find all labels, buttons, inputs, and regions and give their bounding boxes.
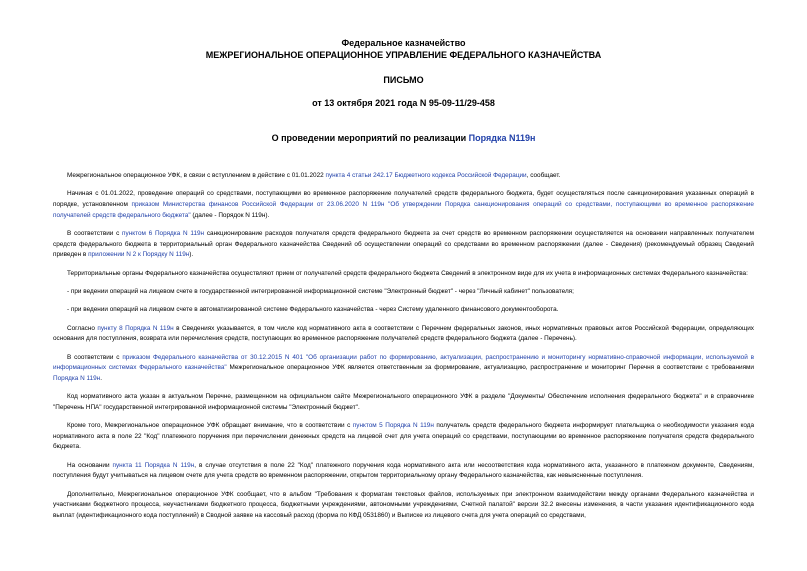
document-link[interactable]: пункта 4 статьи 242.17 Бюджетного кодекса Российской Федерации: [325, 172, 527, 179]
paragraph-text: в Сведениях указывается, в том числе код нормативного акта в соответствии с Перечнем федеральных законов, иных нормативных правовых актов Российской Федерации, определяющих основания для поступления, возврата или перечисления средств, поступающих во временное распоряжение получателей средств федерального бюджета (далее - Перечень).: [53, 324, 754, 343]
paragraph-text: Территориальные органы Федерального казначейства осуществляют прием от получателей средств федерального бюджета Сведений в электронном виде для их учета в информационных системах Федерального казначейства:: [67, 269, 748, 277]
paragraph-text: В соответствии с: [67, 353, 123, 361]
paragraph-text: санкционирование расходов получателя средств федерального бюджета за счет средств во временном распоряжении осуществляется на основании направленных получателем средств федерального бюджета в территориальный орган Федерального казначейства Сведений об осуществлении операций со средствами во временном распоряжении (далее - Сведения) (рекомендуемый образец Сведений приведен в: [53, 229, 754, 259]
org-name: Федеральное казначейство: [341, 38, 466, 48]
document-link[interactable]: пунктом 5 Порядка N 119н: [352, 422, 434, 430]
paragraph-text: Согласно: [67, 324, 98, 332]
body-paragraph: [53, 189, 754, 221]
document-link[interactable]: приказом Министерства финансов Российской Федерации от 23.06.2020 N 119н "Об утверждении Порядка санкционирования операций со средствами, поступающими во временное распоряжение получателей средств федерального бюджета": [53, 200, 754, 219]
body-paragraph: [53, 421, 754, 453]
document-link[interactable]: пункту 8 Порядка N 119н: [97, 324, 174, 332]
document-link[interactable]: приложении N 2 к Порядку N 119н: [88, 251, 190, 259]
paragraph-text: Кроме того, Межрегиональное операционное УФК обращает внимание, что в соответствии с: [67, 422, 353, 430]
document-subject: [53, 132, 754, 144]
paragraph-text: .: [100, 374, 102, 382]
paragraph-text: Код нормативного акта указан в актуальном Перечне, размещенном на официальном сайте Межрегионального операционного УФК в разделе "Документы/ Обеспечение исполнения федерального бюджета" и в справочнике "Перечень НПА" государственной интегрированной информационной системы "Электронный бюджет".: [53, 393, 754, 411]
paragraph-text: получатель средств федерального бюджета информирует плательщика о необходимости указания кода нормативного акта в поле 22 "Код" платежного поручения при перечислении денежных средств на лицевой счет для учета операций со средствами, поступающими во временное распоряжение получателя средств федерального бюджета.: [53, 422, 755, 451]
document-type: ПИСЬМО: [383, 75, 424, 85]
body-paragraph: [53, 171, 754, 182]
body-paragraph: [53, 490, 754, 522]
paragraph-text: Начиная с 01.01.2022, проведение операций со средствами, поступающими во временное распоряжение получателей средств федерального бюджета, будет осуществляться после санкционирования указанных операций в порядке, установленном: [53, 190, 754, 208]
paragraph-text: Межрегиональное операционное УФК, в связи с вступлением в действие с 01.01.2022: [67, 172, 326, 179]
body-paragraph: [53, 392, 754, 413]
paragraph-text: (далее - Порядок N 119н).: [190, 211, 270, 219]
paragraph-text: Межрегиональное операционное УФК является ответственным за формирование, актуализацию, распространение и мониторинг Перечня в соответствии с требованиями: [226, 364, 754, 372]
body-paragraph: [53, 353, 754, 385]
document-header: [53, 0, 754, 109]
document-body: [53, 171, 754, 522]
paragraph-text: - при ведении операций на лицевом счете в государственной интегрированной информационной системе "Электронный бюджет" - через "Личный кабинет" пользователя;: [67, 287, 574, 295]
paragraph-text: Дополнительно, Межрегиональное операционное УФК сообщает, что в альбом "Требования к форматам текстовых файлов, используемых при электронном взаимодействии между органами Федерального казначейства и участниками бюджетного процесса, неучастниками бюджетного процесса, бюджетными учреждениями, автономными учреждениями, Счетной палатой" версии 32.2 внесены изменения, в части указания идентификационного кода выплат (идентификационного кода поступлений) в Сводной заявке на кассовый расход (форма по КФД 0531860) и Выписке из лицевого счета для учета операций со средствами,: [53, 490, 754, 520]
body-paragraph: [53, 287, 754, 298]
paragraph-text: , в случае отсутствия в поле 22 "Код" платежного поручения кода нормативного акта или несоответствия кода нормативного акта, указанного в платежном документе, Сведениям, поступления будут учитываться на лицевом счете для учета средств во временном распоряжении, открытом территориальному органу Федерального казначейства, как невыясненные поступления.: [53, 461, 754, 480]
paragraph-text: В соответствии с: [67, 229, 123, 237]
paragraph-text: ).: [189, 251, 194, 259]
body-paragraph: [53, 229, 754, 261]
suborg-name: МЕЖРЕГИОНАЛЬНОЕ ОПЕРАЦИОННОЕ УПРАВЛЕНИЕ ФЕДЕРАЛЬНОГО КАЗНАЧЕЙСТВА: [205, 50, 602, 60]
document-link[interactable]: приказом Федерального казначейства от 30.12.2015 N 401 "Об организации работ по формированию, актуализации, распространению и мониторингу нормативно-справочной информации, используемой в информационных системах Федерального казначейства": [53, 353, 755, 372]
paragraph-text: - при ведении операций на лицевом счете в автоматизированной системе Федерального казначейства - через Систему удаленного финансового документооборота.: [67, 306, 559, 314]
document-link[interactable]: Порядка N 119н: [53, 374, 101, 382]
body-paragraph: [53, 324, 754, 345]
document-link[interactable]: пункта 11 Порядка N 119н: [112, 461, 195, 469]
body-paragraph: [53, 461, 754, 482]
paragraph-text: , сообщает.: [526, 172, 561, 179]
body-paragraph: [53, 305, 754, 316]
document-link[interactable]: пунктом 6 Порядка N 119н: [122, 229, 205, 237]
document-date-number: от 13 октября 2021 года N 95-09-11/29-458: [312, 98, 495, 108]
paragraph-text: На основании: [67, 461, 113, 469]
subject-link[interactable]: Порядка N119н: [468, 133, 536, 143]
body-paragraph: [53, 269, 754, 280]
subject-text: О проведении мероприятий по реализации: [271, 133, 469, 143]
